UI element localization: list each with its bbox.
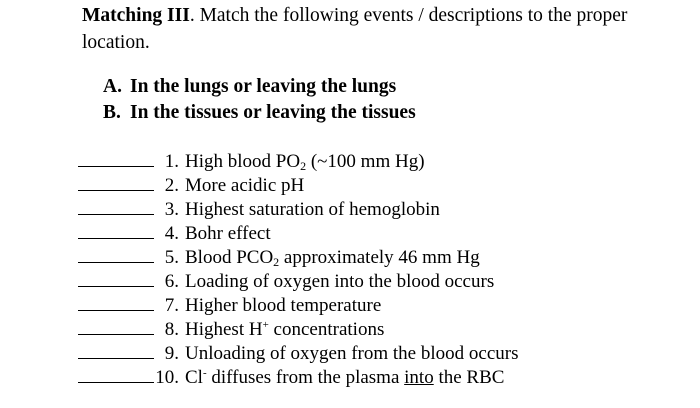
matching-item — [78, 221, 518, 245]
matching-item — [78, 365, 518, 389]
matching-item — [78, 197, 518, 221]
item-number: 10. — [155, 367, 179, 388]
item-number: 9. — [164, 343, 179, 364]
item-text: Bohr effect — [185, 223, 271, 244]
answer-blank[interactable] — [78, 293, 154, 311]
item-number: 1. — [164, 151, 179, 172]
item-text: Highest H+ concentrations — [185, 319, 385, 340]
matching-item — [78, 293, 518, 317]
superscript: + — [262, 319, 269, 331]
matching-item-list — [78, 149, 518, 389]
choice-letter: A. — [103, 76, 122, 97]
item-text: Highest saturation of hemoglobin — [185, 199, 440, 220]
answer-blank[interactable] — [78, 245, 154, 263]
item-number: 5. — [164, 247, 179, 268]
choice-text: In the lungs or leaving the lungs — [130, 76, 397, 97]
item-text: Unloading of oxygen from the blood occurs — [185, 343, 519, 364]
choice-list — [103, 74, 416, 126]
choice-a — [103, 74, 416, 100]
matching-item — [78, 149, 518, 173]
choice-b — [103, 100, 416, 126]
item-number: 4. — [164, 223, 179, 244]
matching-item — [78, 269, 518, 293]
item-number: 7. — [164, 295, 179, 316]
section-instruction: . Match the following events / descriptions to the proper location. — [82, 5, 628, 53]
superscript: - — [202, 367, 207, 379]
choice-text: In the tissues or leaving the tissues — [130, 102, 416, 123]
item-number: 6. — [164, 271, 179, 292]
item-number: 8. — [164, 319, 179, 340]
answer-blank[interactable] — [78, 317, 154, 335]
matching-item — [78, 317, 518, 341]
matching-item — [78, 245, 518, 269]
subscript: 2 — [273, 255, 280, 269]
answer-blank[interactable] — [78, 197, 154, 215]
item-text: Loading of oxygen into the blood occurs — [185, 271, 495, 292]
item-text: Cl- diffuses from the plasma into the RBC — [185, 367, 505, 388]
matching-item — [78, 173, 518, 197]
underlined-word: into — [404, 367, 434, 388]
answer-blank[interactable] — [78, 269, 154, 287]
matching-item — [78, 341, 518, 365]
section-title: Matching III — [82, 5, 190, 26]
answer-blank[interactable] — [78, 173, 154, 191]
answer-blank[interactable] — [78, 365, 154, 383]
subscript: 2 — [300, 159, 307, 173]
answer-blank[interactable] — [78, 149, 154, 167]
choice-letter: B. — [103, 102, 121, 123]
item-number: 2. — [164, 175, 179, 196]
item-text: Higher blood temperature — [185, 295, 382, 316]
item-number: 3. — [164, 199, 179, 220]
item-text: Blood $PCO_2$ approximately 46 mm Hg — [185, 247, 480, 269]
item-text: High blood $PO_2$ (~100 mm Hg) — [185, 151, 425, 173]
section-heading — [82, 2, 682, 56]
answer-blank[interactable] — [78, 221, 154, 239]
answer-blank[interactable] — [78, 341, 154, 359]
item-text: More acidic pH — [185, 175, 305, 196]
